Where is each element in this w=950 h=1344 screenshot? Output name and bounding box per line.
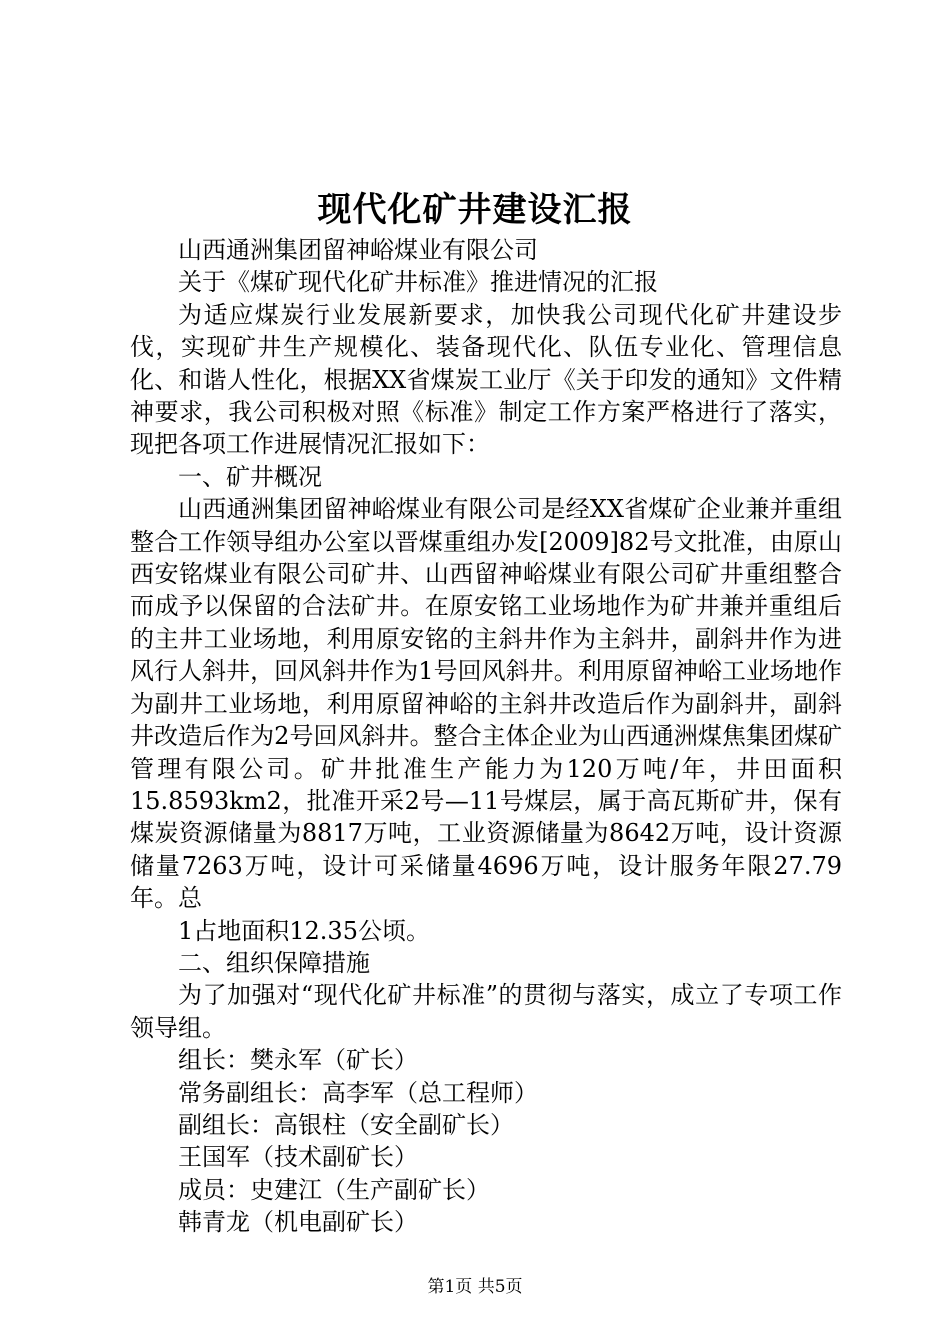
deputy-leader-line: 副组长：高银柱（安全副矿长） bbox=[178, 1110, 514, 1139]
member-line: 成员：史建江（生产副矿长） bbox=[178, 1175, 490, 1204]
executive-deputy-leader-line: 常务副组长：高李军（总工程师） bbox=[178, 1078, 538, 1107]
document-body bbox=[130, 234, 842, 1239]
mine-overview-paragraph: 山西通洲集团留神峪煤业有限公司是经XX省煤矿企业兼并重组整合工作领导组办公室以晋煤重组办发[2009]82号文批准，由原山西安铭煤业有限公司矿井、山西留神峪煤业有限公司矿井重组整合而成予以保留的合法矿井。在原安铭工业场地作为矿井兼并重组后的主井工业场地，利用原安铭的主斜井作为主斜井，副斜井作为进风行人斜井，回风斜井作为1号回风斜井。利用原留神峪工业场地作为副井工业场地，利用原留神峪的主斜井改造后作为副斜井，副斜井改造后作为2号回风斜井。整合主体企业为山西通洲煤焦集团煤矿管理有限公司。矿井批准生产能力为120万吨/年，井田面积15.8593km2，批准开采2号—11号煤层，属于高瓦斯矿井，保有煤炭资源储量为8817万吨，工业资源储量为8642万吨，设计资源储量7263万吨，设计可采储量4696万吨，设计服务年限27.79年。总 bbox=[130, 495, 842, 913]
organization-paragraph: 为了加强对“现代化矿井标准”的贯彻与落实，成立了专项工作领导组。 bbox=[130, 981, 842, 1042]
member-line-2: 韩青龙（机电副矿长） bbox=[178, 1208, 418, 1237]
land-area-line: 1占地面积12.35公顷。 bbox=[178, 916, 430, 945]
document-title: 现代化矿井建设汇报 bbox=[317, 190, 633, 230]
leader-line: 组长：樊永军（矿长） bbox=[178, 1046, 418, 1075]
page-footer: 第1页 共5页 bbox=[427, 1277, 523, 1297]
report-subtitle-line: 关于《煤矿现代化矿井标准》推进情况的汇报 bbox=[178, 268, 658, 297]
section-heading-organization: 二、组织保障措施 bbox=[178, 948, 370, 977]
intro-paragraph: 为适应煤炭行业发展新要求，加快我公司现代化矿井建设步伐，实现矿井生产规模化、装备现代化、队伍专业化、管理信息化、和谐人性化，根据XX省煤炭工业厅《关于印发的通知》文件精神要求，我公司积极对照《标准》制定工作方案严格进行了落实，现把各项工作进展情况汇报如下： bbox=[130, 300, 842, 459]
company-name-line: 山西通洲集团留神峪煤业有限公司 bbox=[178, 236, 538, 264]
deputy-leader-line-2: 王国军（技术副矿长） bbox=[178, 1143, 418, 1172]
section-heading-mine-overview: 一、矿井概况 bbox=[178, 462, 322, 491]
